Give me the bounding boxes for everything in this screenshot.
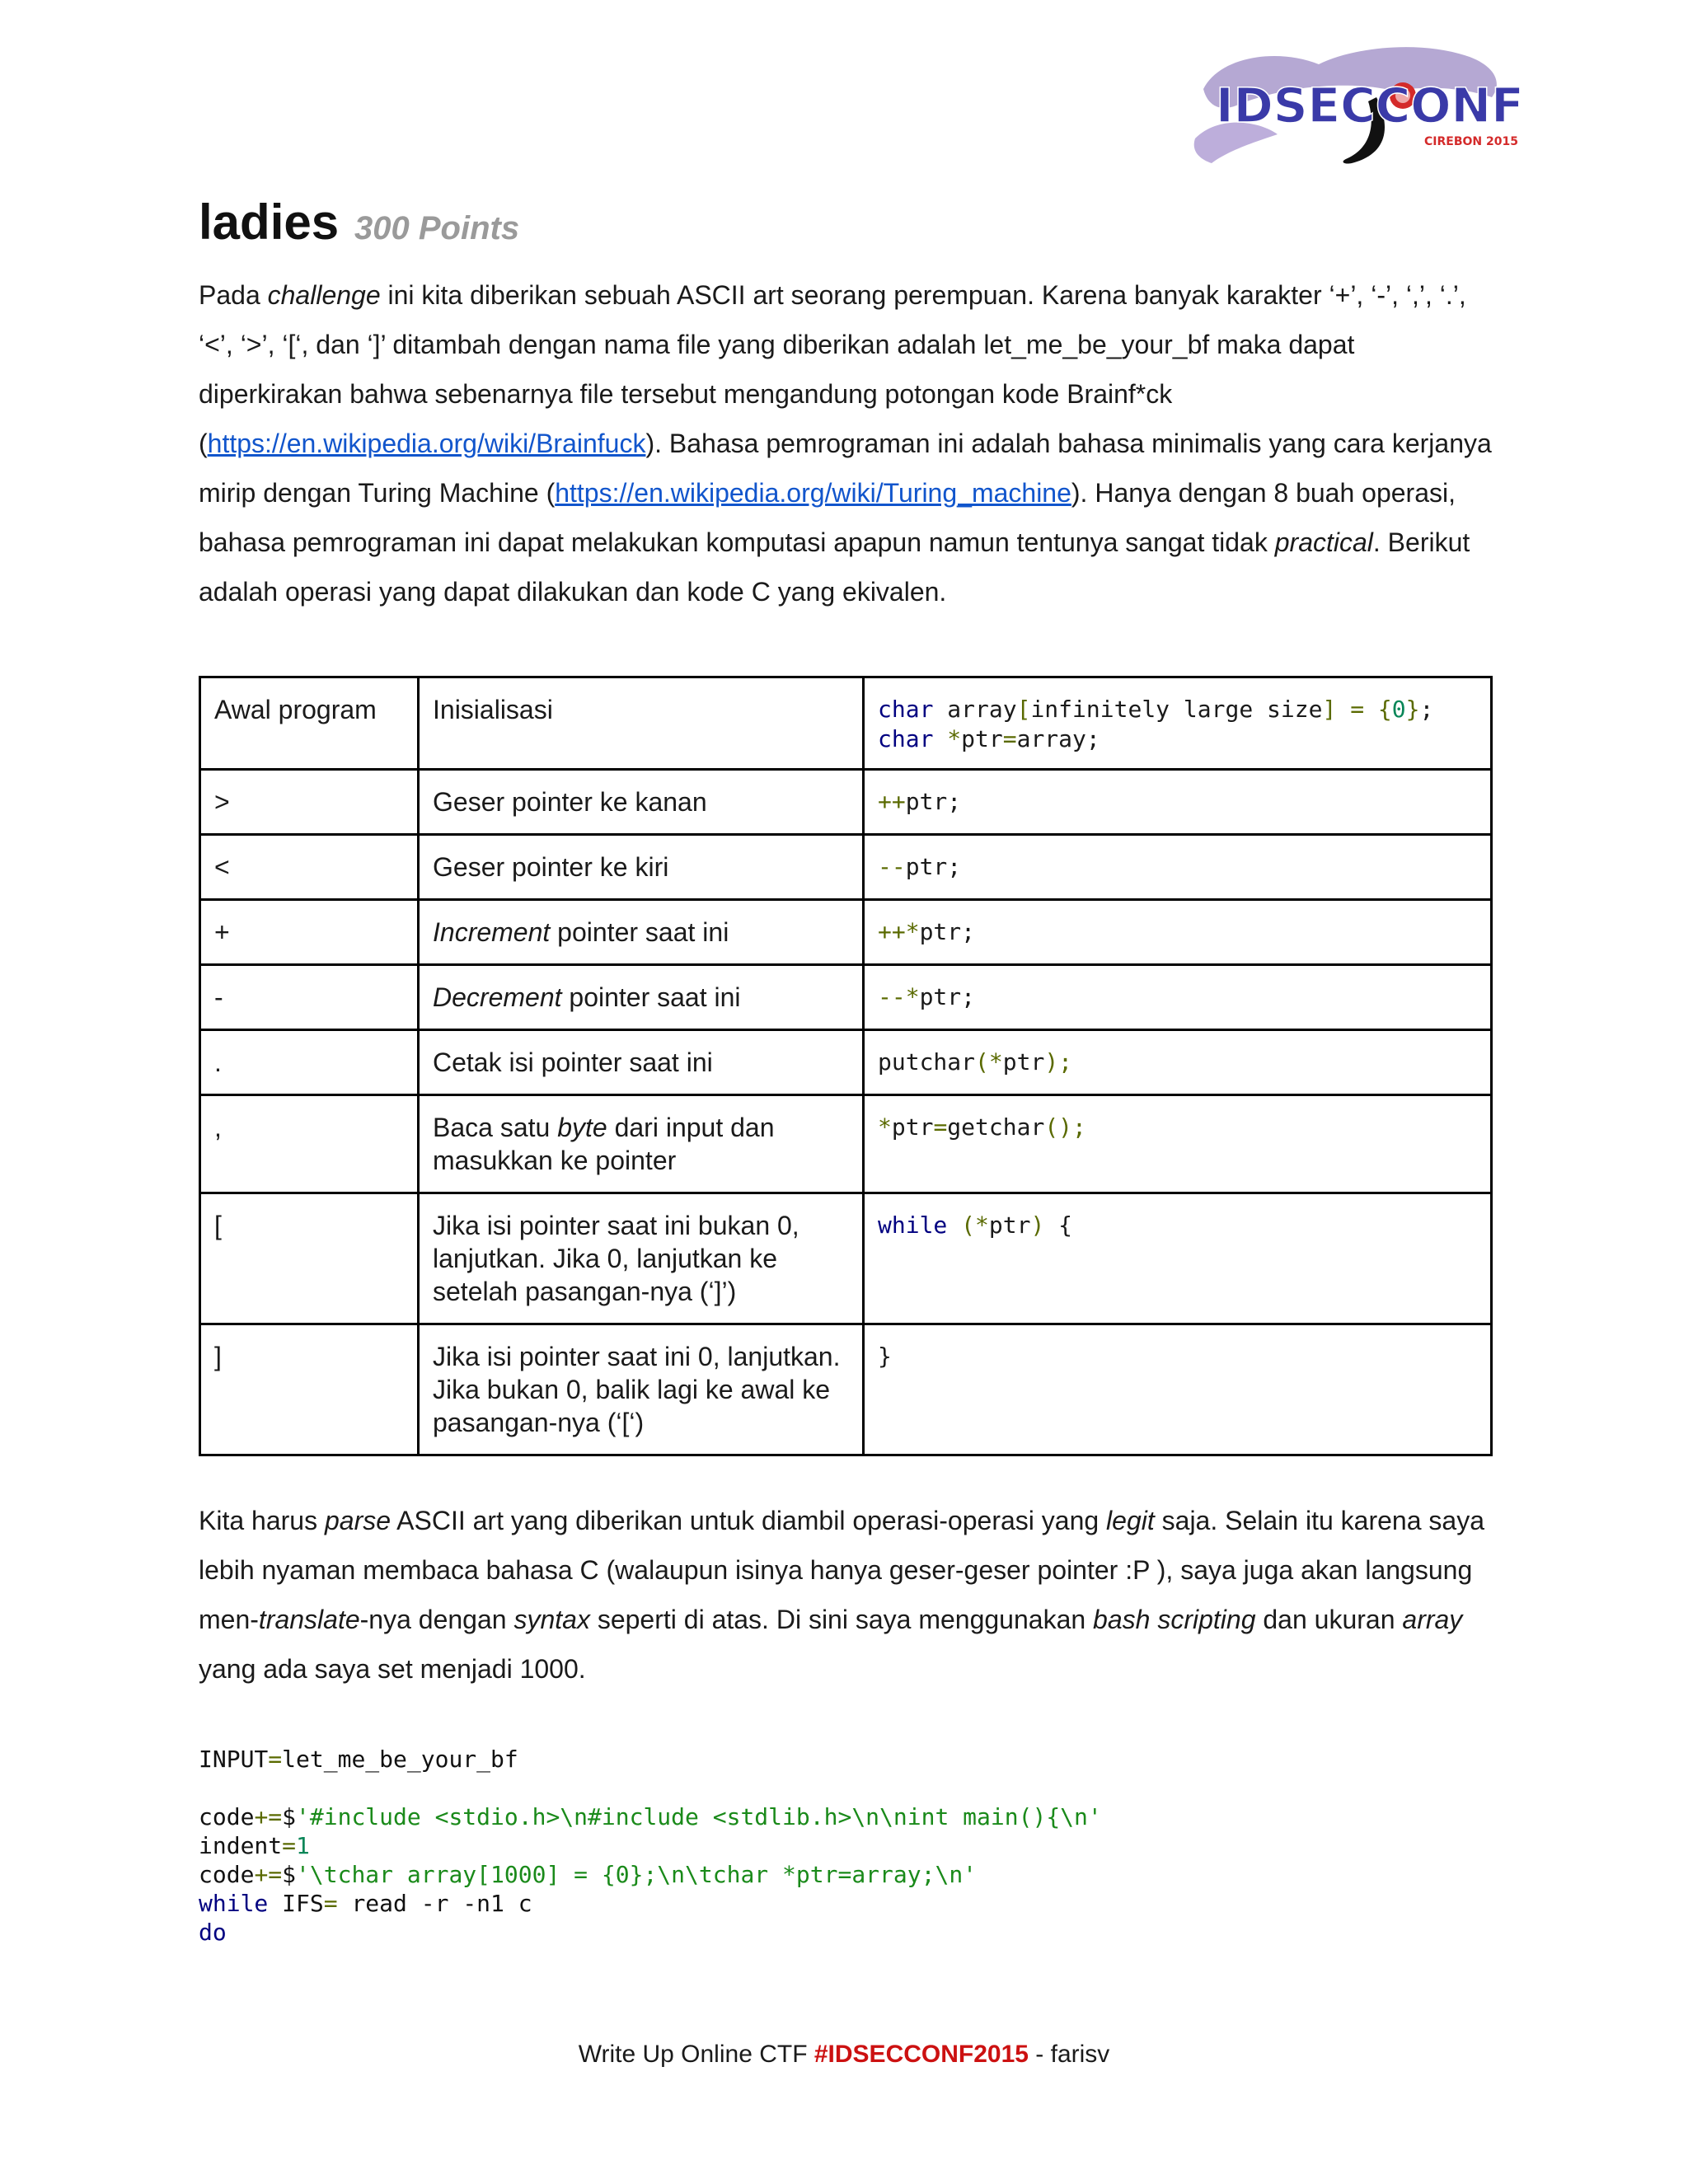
code-cell: ++ptr; xyxy=(864,770,1492,835)
desc-cell: Geser pointer ke kanan xyxy=(419,770,864,835)
table-row xyxy=(200,965,1492,1030)
table-row xyxy=(200,677,1492,770)
op-cell: ] xyxy=(200,1324,419,1455)
table-row xyxy=(200,1030,1492,1095)
page-title xyxy=(199,194,1493,250)
brainfuck-link[interactable]: https://en.wikipedia.org/wiki/Brainfuck xyxy=(207,429,646,458)
table-row xyxy=(200,1193,1492,1324)
idsecconf-logo xyxy=(1187,40,1524,180)
op-cell: . xyxy=(200,1030,419,1095)
desc-cell: Decrement pointer saat ini xyxy=(419,965,864,1030)
operations-table xyxy=(199,676,1493,1456)
code-line: do xyxy=(199,1919,227,1946)
desc-cell: Geser pointer ke kiri xyxy=(419,835,864,900)
intro-paragraph: Pada challenge ini kita diberikan sebuah ASCII art seorang perempuan. Karena banyak karakter ‘+’, ‘-’, ‘,’, ‘.’, ‘<’, ‘>’, ‘[‘, dan ‘]’ ditambah dengan nama file yang diberikan adalah let_me_be_your_bf maka dapat diperkirakan bahwa sebenarnya file tersebut mengandung potongan kode Brainf*ck (https://en.wikipedia.org/wiki/Brainfuck). Bahasa pemrograman ini adalah bahasa minimalis yang cara kerjanya mirip dengan Turing Machine (https://en.wikipedia.org/wiki/Turing_machine). Hanya dengan 8 buah operasi, bahasa pemrograman ini dapat melakukan komputasi apapun namun tentunya sangat tidak practical. Berikut adalah operasi yang dapat dilakukan dan kode C yang ekivalen. xyxy=(199,280,1492,607)
op-cell: < xyxy=(200,835,419,900)
page-content xyxy=(199,194,1493,1947)
footer-hashtag: #IDSECCONF2015 xyxy=(814,2041,1029,2068)
table-row xyxy=(200,835,1492,900)
desc-cell: Increment pointer saat ini xyxy=(419,900,864,965)
code-cell: ++*ptr; xyxy=(864,900,1492,965)
op-cell: > xyxy=(200,770,419,835)
desc-cell: Baca satu byte dari input dan masukkan ke pointer xyxy=(419,1095,864,1193)
code-line: code+=$'\tchar array[1000] = {0};\n\tchar *ptr=array;\n' xyxy=(199,1861,978,1888)
code-cell: putchar(*ptr); xyxy=(864,1030,1492,1095)
desc-cell: Cetak isi pointer saat ini xyxy=(419,1030,864,1095)
logo-brand-text: IDSECCONF xyxy=(1216,77,1524,134)
code-line: indent=1 xyxy=(199,1832,310,1859)
logo-location-text: CIREBON 2015 xyxy=(1424,135,1518,148)
challenge-title: ladies xyxy=(199,194,340,250)
op-cell: Awal program xyxy=(200,677,419,770)
code-line: INPUT=let_me_be_your_bf xyxy=(199,1746,518,1773)
desc-cell: Inisialisasi xyxy=(419,677,864,770)
op-cell: - xyxy=(200,965,419,1030)
table-row xyxy=(200,1095,1492,1193)
bash-code-block xyxy=(199,1745,1493,1947)
challenge-points: 300 Points xyxy=(354,210,520,246)
code-cell: while (*ptr) { xyxy=(864,1193,1492,1324)
code-cell: *ptr=getchar(); xyxy=(864,1095,1492,1193)
desc-cell: Jika isi pointer saat ini 0, lanjutkan. Jika bukan 0, balik lagi ke awal ke pasangan-nya (‘[‘) xyxy=(419,1324,864,1455)
code-cell: } xyxy=(864,1324,1492,1455)
page-footer: Write Up Online CTF #IDSECCONF2015 - farisv xyxy=(578,2041,1110,2068)
code-cell: char array[infinitely large size] = {0}; char *ptr=array; xyxy=(864,677,1492,770)
code-cell: --ptr; xyxy=(864,835,1492,900)
code-line: code+=$'#include <stdio.h>\n#include <stdlib.h>\n\nint main(){\n' xyxy=(199,1803,1102,1830)
table-row xyxy=(200,770,1492,835)
code-cell: --*ptr; xyxy=(864,965,1492,1030)
op-cell: [ xyxy=(200,1193,419,1324)
desc-cell: Jika isi pointer saat ini bukan 0, lanjutkan. Jika 0, lanjutkan ke setelah pasangan-nya (‘]’) xyxy=(419,1193,864,1324)
op-cell: + xyxy=(200,900,419,965)
op-cell: , xyxy=(200,1095,419,1193)
code-line: while IFS= read -r -n1 c xyxy=(199,1890,532,1917)
turing-machine-link[interactable]: https://en.wikipedia.org/wiki/Turing_machine xyxy=(555,478,1071,508)
table-row xyxy=(200,1324,1492,1455)
table-row xyxy=(200,900,1492,965)
explanation-paragraph: Kita harus parse ASCII art yang diberikan untuk diambil operasi-operasi yang legit saja. Selain itu karena saya lebih nyaman membaca bahasa C (walaupun isinya hanya geser-geser pointer :P ), saya juga akan langsung men-translate-nya dengan syntax seperti di atas. Di sini saya menggunakan bash scripting dan ukuran array yang ada saya set menjadi 1000. xyxy=(199,1506,1484,1684)
